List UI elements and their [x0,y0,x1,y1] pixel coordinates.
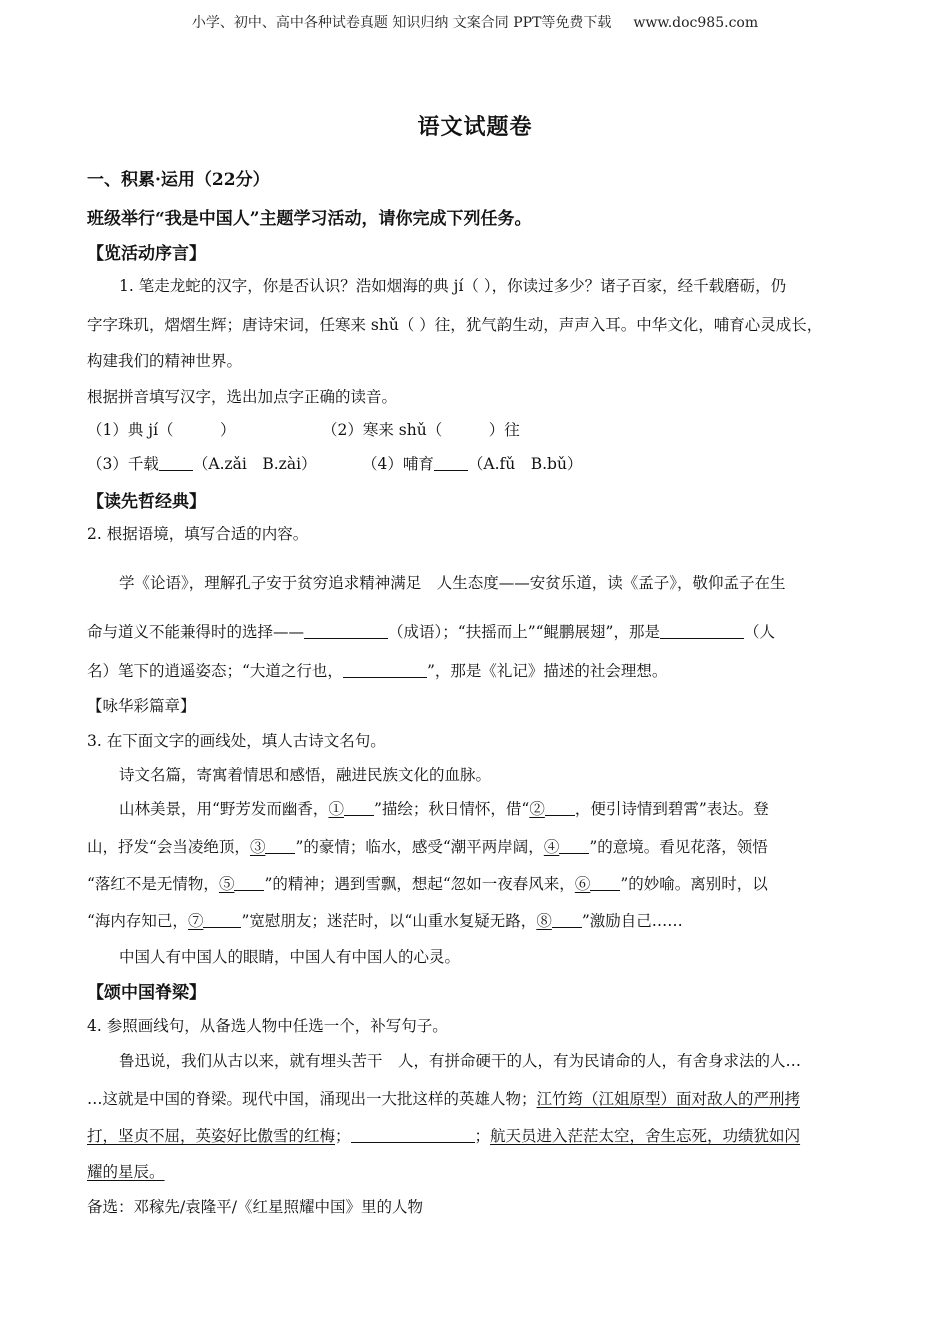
q3-title: 3. 在下面文字的画线处，填人古诗文名句。 [87,732,386,750]
q2-line-2 [87,620,867,642]
q4-underlined-4: 耀的星辰。 [87,1163,165,1181]
q3-line-4a: “落红不是无情物， [87,875,219,893]
q3-line-5a: “海内存知己， [87,912,188,930]
q3-blank-4-label: ④ [543,838,560,856]
q4-underlined-1: 江竹筠（江姐原型）面对敌人的严刑拷 [536,1090,801,1108]
q3-blank-8-label: ⑧ [536,912,552,930]
q3-line-6: 中国人有中国人的眼睛，中国人有中国人的心灵。 [119,948,461,966]
q3-blank-2[interactable] [545,799,575,816]
q3-line-5 [87,909,867,931]
q1c-post: （A.zǎi B.zài） [192,455,317,473]
q3-blank-1-label: ① [328,800,344,818]
q2-line-3a: 名）笔下的逍遥姿态；“大道之行也， [87,662,343,680]
q2-line-3 [87,659,867,681]
q1d-blank[interactable] [434,454,468,471]
q1c-pre: （3）千载 [87,455,159,473]
q3-blank-7[interactable] [203,911,241,928]
q4-line-1: 鲁迅说，我们从古以来，就有埋头苦干 人，有拼命硬干的人，有为民请命的人，有舍身求法的人… [119,1052,802,1070]
section1-intro: 班级举行“我是中国人”主题学习活动，请你完成下列任务。 [87,209,532,229]
q3-line-3 [87,835,867,857]
q4-line-4 [87,1160,867,1182]
q3-line-4 [87,872,867,894]
part3-heading: 【咏华彩篇章】 [87,697,196,715]
q2-blank-person[interactable] [660,622,744,639]
q3-line-3c: ”的意境。看见花落，领悟 [589,838,768,856]
q1-line-3: 构建我们的精神世界。 [87,352,243,370]
header-text: 小学、初中、高中各种试卷真题 知识归纳 文案合同 PPT等免费下载 [191,15,612,31]
q2-blank-quote[interactable] [343,661,427,678]
q3-line-1: 诗文名篇，寄寓着情思和感悟，融进民族文化的血脉。 [119,766,492,784]
q2-blank-idiom[interactable] [304,622,388,639]
exam-title: 语文试题卷 [417,114,533,140]
q3-line-4c: ”的妙喻。离别时，以 [620,875,768,893]
q4-underlined-3: 航天员进入茫茫太空，舍生忘死，功绩犹如闪 [490,1127,801,1145]
q3-line-5c: ”激励自己…… [581,912,683,930]
q1-item-4 [362,452,762,474]
q3-blank-1[interactable] [344,799,374,816]
q4-sep-2: ； [474,1127,491,1145]
q3-blank-6-label: ⑥ [574,875,591,893]
q3-blank-4[interactable] [559,837,589,854]
q3-blank-3[interactable] [265,837,295,854]
q4-line-2 [87,1087,867,1109]
q1-line-1: 1. 笔走龙蛇的汉字，你是否认识？浩如烟海的典 jí（ ），你读过多少？诸子百家，经千载磨砺，仍 [119,277,787,295]
part2-heading: 【读先哲经典】 [87,492,206,512]
q3-blank-6[interactable] [590,874,620,891]
q1-line-2: 字字珠玑，熠熠生辉；唐诗宋词，任寒来 shǔ（ ）往，犹气韵生动，声声入耳。中华文化，哺育心灵成长， [87,316,823,334]
q4-answer-blank[interactable] [351,1126,475,1143]
q4-line-2a: …这就是中国的脊梁。现代中国，涌现出一大批这样的英雄人物； [87,1090,537,1108]
q1-instruction: 根据拼音填写汉字，选出加点字正确的读音。 [87,388,398,406]
q3-line-3a: 山，抒发“会当凌绝顶， [87,838,250,856]
q1c-blank[interactable] [159,454,193,471]
q3-line-4b: ”的精神；遇到雪飘，想起“忽如一夜春风来， [264,875,575,893]
q4-options: 备选：邓稼先/袁隆平/《红星照耀中国》里的人物 [87,1198,423,1216]
q3-line-5b: ”宽慰朋友；迷茫时，以“山重水复疑无路， [241,912,537,930]
q4-sep-1: ； [335,1127,351,1145]
q3-line-2c: ，便引诗情到碧霄”表达。登 [574,800,769,818]
q3-blank-5-label: ⑤ [218,875,235,893]
q2-line-1: 学《论语》，理解孔子安于贫穷追求精神满足 人生态度——安贫乐道，读《孟子》，敬仰孟子在生 [119,574,786,592]
q2-line-2b: （成语）；“扶摇而上”“鲲鹏展翅”，那是 [388,623,660,641]
q4-underlined-2: 打，坚贞不屈，英姿好比傲雪的红梅 [87,1127,336,1145]
q3-line-3b: ”的豪情；临水，感受“潮平两岸阔， [295,838,544,856]
q2-line-3b: ”，那是《礼记》描述的社会理想。 [426,662,668,680]
q3-blank-3-label: ③ [249,838,266,856]
header-url[interactable]: www.doc985.com [633,15,759,31]
q1a-text: （1）典 jí（ ） [87,421,236,439]
q1-item-2 [322,418,722,440]
q3-blank-2-label: ② [529,800,545,818]
part4-heading: 【颂中国脊梁】 [87,983,206,1003]
q4-title: 4. 参照画线句，从备选人物中任选一个，补写句子。 [87,1017,448,1035]
q3-line-2 [119,797,899,819]
q4-line-3 [87,1124,867,1146]
q2-title: 2. 根据语境，填写合适的内容。 [87,525,309,543]
q1b-text: （2）寒来 shǔ（ ）往 [322,421,520,439]
part1-heading: 【览活动序言】 [87,244,206,264]
section1-heading: 一、积累·运用（22分） [87,170,270,190]
q2-line-2a: 命与道义不能兼得时的选择—— [87,623,305,641]
q3-blank-8[interactable] [552,911,582,928]
q2-line-2c: （人 [743,623,775,641]
q1d-post: （A.fǔ B.bǔ） [467,455,583,473]
q3-blank-5[interactable] [234,874,264,891]
page-header [0,12,950,32]
q3-line-2b: ”描绘；秋日情怀，借“ [373,800,530,818]
q3-blank-7-label: ⑦ [187,912,204,930]
q3-line-2a: 山林美景，用“野芳发而幽香， [119,800,329,818]
q1d-pre: （4）哺育 [362,455,434,473]
